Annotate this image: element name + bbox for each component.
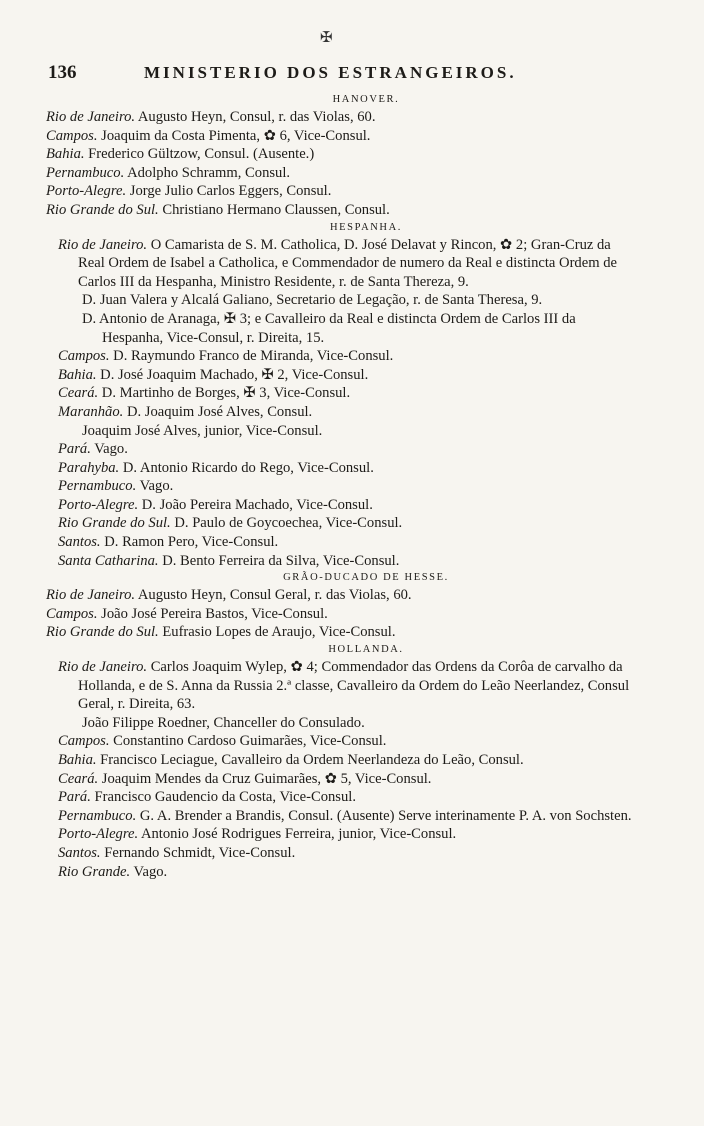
entry-text: Carlos Joaquim Wylep, ✿ 4; Commendador das Ordens da Corôa de carvalho da Hollanda, e de S. Anna da Russia 2.ª classe, Cavalleiro da Ordem do Leão Neerlandez, Consul Geral, r. Direita, 63. <box>78 659 630 713</box>
entry-text: O Camarista de S. M. Catholica, D. José Delavat y Rincon, ✿ 2; Gran-Cruz da Real Ordem de Isabel a Catholica, e Commendador de numero da Real e distincta Ordem de Carlos III da Hespanha, Ministro Residente, r. de Santa Thereza, 9. <box>78 236 617 290</box>
section-heading: HANOVER. <box>332 94 400 105</box>
entry-city: Rio Grande do Sul. <box>46 624 159 641</box>
entry-city: Ceará. <box>58 770 99 787</box>
entry-city: Rio de Janeiro. <box>46 587 136 604</box>
entry-text: Vago. <box>94 441 128 458</box>
entry-text: Francisco Leciague, Cavalleiro da Ordem Neerlandeza do Leão, Consul. <box>100 752 524 768</box>
list-item <box>58 477 636 496</box>
page-title: MINISTERIO DOS ESTRANGEIROS. <box>144 63 517 82</box>
entry-city: Ceará. <box>58 385 99 402</box>
entry-city: Pernambuco. <box>58 807 137 824</box>
list-item <box>58 751 636 770</box>
consulate-listing <box>46 92 636 881</box>
list-item <box>46 623 636 642</box>
entry-text: Frederico Gültzow, Consul. (Ausente.) <box>88 146 315 163</box>
list-item <box>58 347 636 366</box>
entry-city: Pernambuco. <box>58 478 137 495</box>
entry-text: Vago. <box>139 478 174 495</box>
list-item <box>58 732 636 751</box>
list-item <box>58 236 636 292</box>
entry-text: D. Juan Valera y Alcalá Galiano, Secretario de Legação, r. de Santa Theresa, 9. <box>82 292 543 309</box>
list-item <box>46 145 636 164</box>
list-item <box>82 422 636 441</box>
list-item <box>58 552 636 571</box>
entry-text: D. José Joaquim Machado, ✠ 2, Vice-Consul. <box>100 366 369 383</box>
entry-city: Bahia. <box>58 752 97 768</box>
entry-text: D. Antonio de Aranaga, ✠ 3; e Cavalleiro da Real e distincta Ordem de Carlos III da Hespanha, Vice-Consul, r. Direita, 15. <box>82 310 576 346</box>
entry-text: D. Joaquim José Alves, Consul. <box>126 403 313 420</box>
entry-text: D. Bento Ferreira da Silva, Vice-Consul. <box>162 552 400 569</box>
entry-text: Joaquim Mendes da Cruz Guimarães, ✿ 5, Vice-Consul. <box>101 770 432 787</box>
list-item <box>46 127 636 146</box>
entry-city: Rio de Janeiro. <box>58 236 148 253</box>
list-item <box>58 658 636 714</box>
entry-text: Francisco Gaudencio da Costa, Vice-Consul. <box>94 789 356 806</box>
entry-text: Augusto Heyn, Consul, r. das Violas, 60. <box>137 109 376 125</box>
entry-text: Joaquim da Costa Pimenta, ✿ 6, Vice-Consul. <box>101 127 371 144</box>
list-item <box>58 384 636 403</box>
page-header <box>48 62 648 84</box>
entry-city: Rio de Janeiro. <box>46 109 136 125</box>
list-item <box>46 586 636 605</box>
entry-text: Vago. <box>133 863 168 880</box>
entry-text: D. João Pereira Machado, Vice-Consul. <box>141 496 373 513</box>
list-item <box>58 844 636 863</box>
entry-city: Porto-Alegre. <box>46 183 127 200</box>
entry-city: Maranhão. <box>58 403 124 420</box>
entry-city: Rio de Janeiro. <box>58 659 148 676</box>
list-item <box>58 459 636 478</box>
entry-city: Santos. <box>58 534 101 551</box>
entry-city: Parahyba. <box>58 459 120 476</box>
entry-text: D. Paulo de Goycoechea, Vice-Consul. <box>174 515 403 532</box>
entry-text: D. Ramon Pero, Vice-Consul. <box>104 534 279 551</box>
list-item <box>58 770 636 789</box>
list-item <box>58 496 636 515</box>
entry-city: Santos. <box>58 844 101 861</box>
entry-city: Campos. <box>58 348 110 365</box>
entry-text: Joaquim José Alves, junior, Vice-Consul. <box>82 422 323 439</box>
entry-text: Antonio José Rodrigues Ferreira, junior, Vice-Consul. <box>140 826 457 843</box>
list-item <box>58 533 636 552</box>
entry-city: Bahia. <box>46 146 85 163</box>
entry-city: Santa Catharina. <box>58 552 159 569</box>
entry-city: Campos. <box>46 605 98 622</box>
entry-text: D. Martinho de Borges, ✠ 3, Vice-Consul. <box>101 385 351 402</box>
entry-text: Fernando Schmidt, Vice-Consul. <box>104 844 296 861</box>
entry-text: João Filippe Roedner, Chanceller do Consulado. <box>82 714 365 731</box>
entry-text: Augusto Heyn, Consul Geral, r. das Violas, 60. <box>137 587 412 604</box>
section-heading: HOLLANDA. <box>328 644 404 656</box>
list-item <box>82 291 636 310</box>
list-item <box>46 164 636 183</box>
page-number: 136 <box>48 62 77 83</box>
list-item <box>46 182 636 201</box>
entry-text: Jorge Julio Carlos Eggers, Consul. <box>129 183 332 200</box>
entry-text: D. Raymundo Franco de Miranda, Vice-Consul. <box>113 348 394 365</box>
entry-city: Rio Grande do Sul. <box>46 201 159 218</box>
section-heading: GRÃO-DUCADO DE HESSE. <box>283 572 449 584</box>
list-item <box>46 605 636 624</box>
entry-text: Adolpho Schramm, Consul. <box>127 164 291 181</box>
entry-text: D. Antonio Ricardo do Rego, Vice-Consul. <box>122 459 374 476</box>
cross-ornament-icon: ✠ <box>320 30 333 46</box>
entry-city: Campos. <box>46 127 98 144</box>
entry-city: Pernambuco. <box>46 164 125 181</box>
list-item <box>82 310 636 347</box>
section-heading: HESPANHA. <box>329 221 403 233</box>
entry-city: Porto-Alegre. <box>58 496 139 513</box>
entry-city: Campos. <box>58 733 110 750</box>
list-item <box>58 403 636 422</box>
list-item <box>58 863 636 882</box>
list-item <box>58 825 636 844</box>
list-item <box>58 788 636 807</box>
entry-text: Constantino Cardoso Guimarães, Vice-Consul. <box>113 733 387 750</box>
entry-city: Pará. <box>58 441 91 458</box>
entry-text: Eufrasio Lopes de Araujo, Vice-Consul. <box>162 624 396 641</box>
list-item <box>46 108 636 127</box>
entry-city: Rio Grande do Sul. <box>58 515 171 532</box>
entry-text: Christiano Hermano Claussen, Consul. <box>162 201 390 218</box>
entry-text: G. A. Brender a Brandis, Consul. (Ausente) Serve interinamente P. A. von Sochsten. <box>139 807 632 824</box>
entry-city: Bahia. <box>58 366 97 383</box>
list-item <box>82 714 636 733</box>
entry-city: Porto-Alegre. <box>58 826 139 843</box>
list-item <box>58 514 636 533</box>
entry-city: Pará. <box>58 789 91 806</box>
list-item <box>58 440 636 459</box>
entry-city: Rio Grande. <box>58 863 131 880</box>
entry-text: João José Pereira Bastos, Vice-Consul. <box>101 605 328 622</box>
list-item <box>58 366 636 385</box>
list-item <box>58 807 636 826</box>
list-item <box>46 201 636 220</box>
